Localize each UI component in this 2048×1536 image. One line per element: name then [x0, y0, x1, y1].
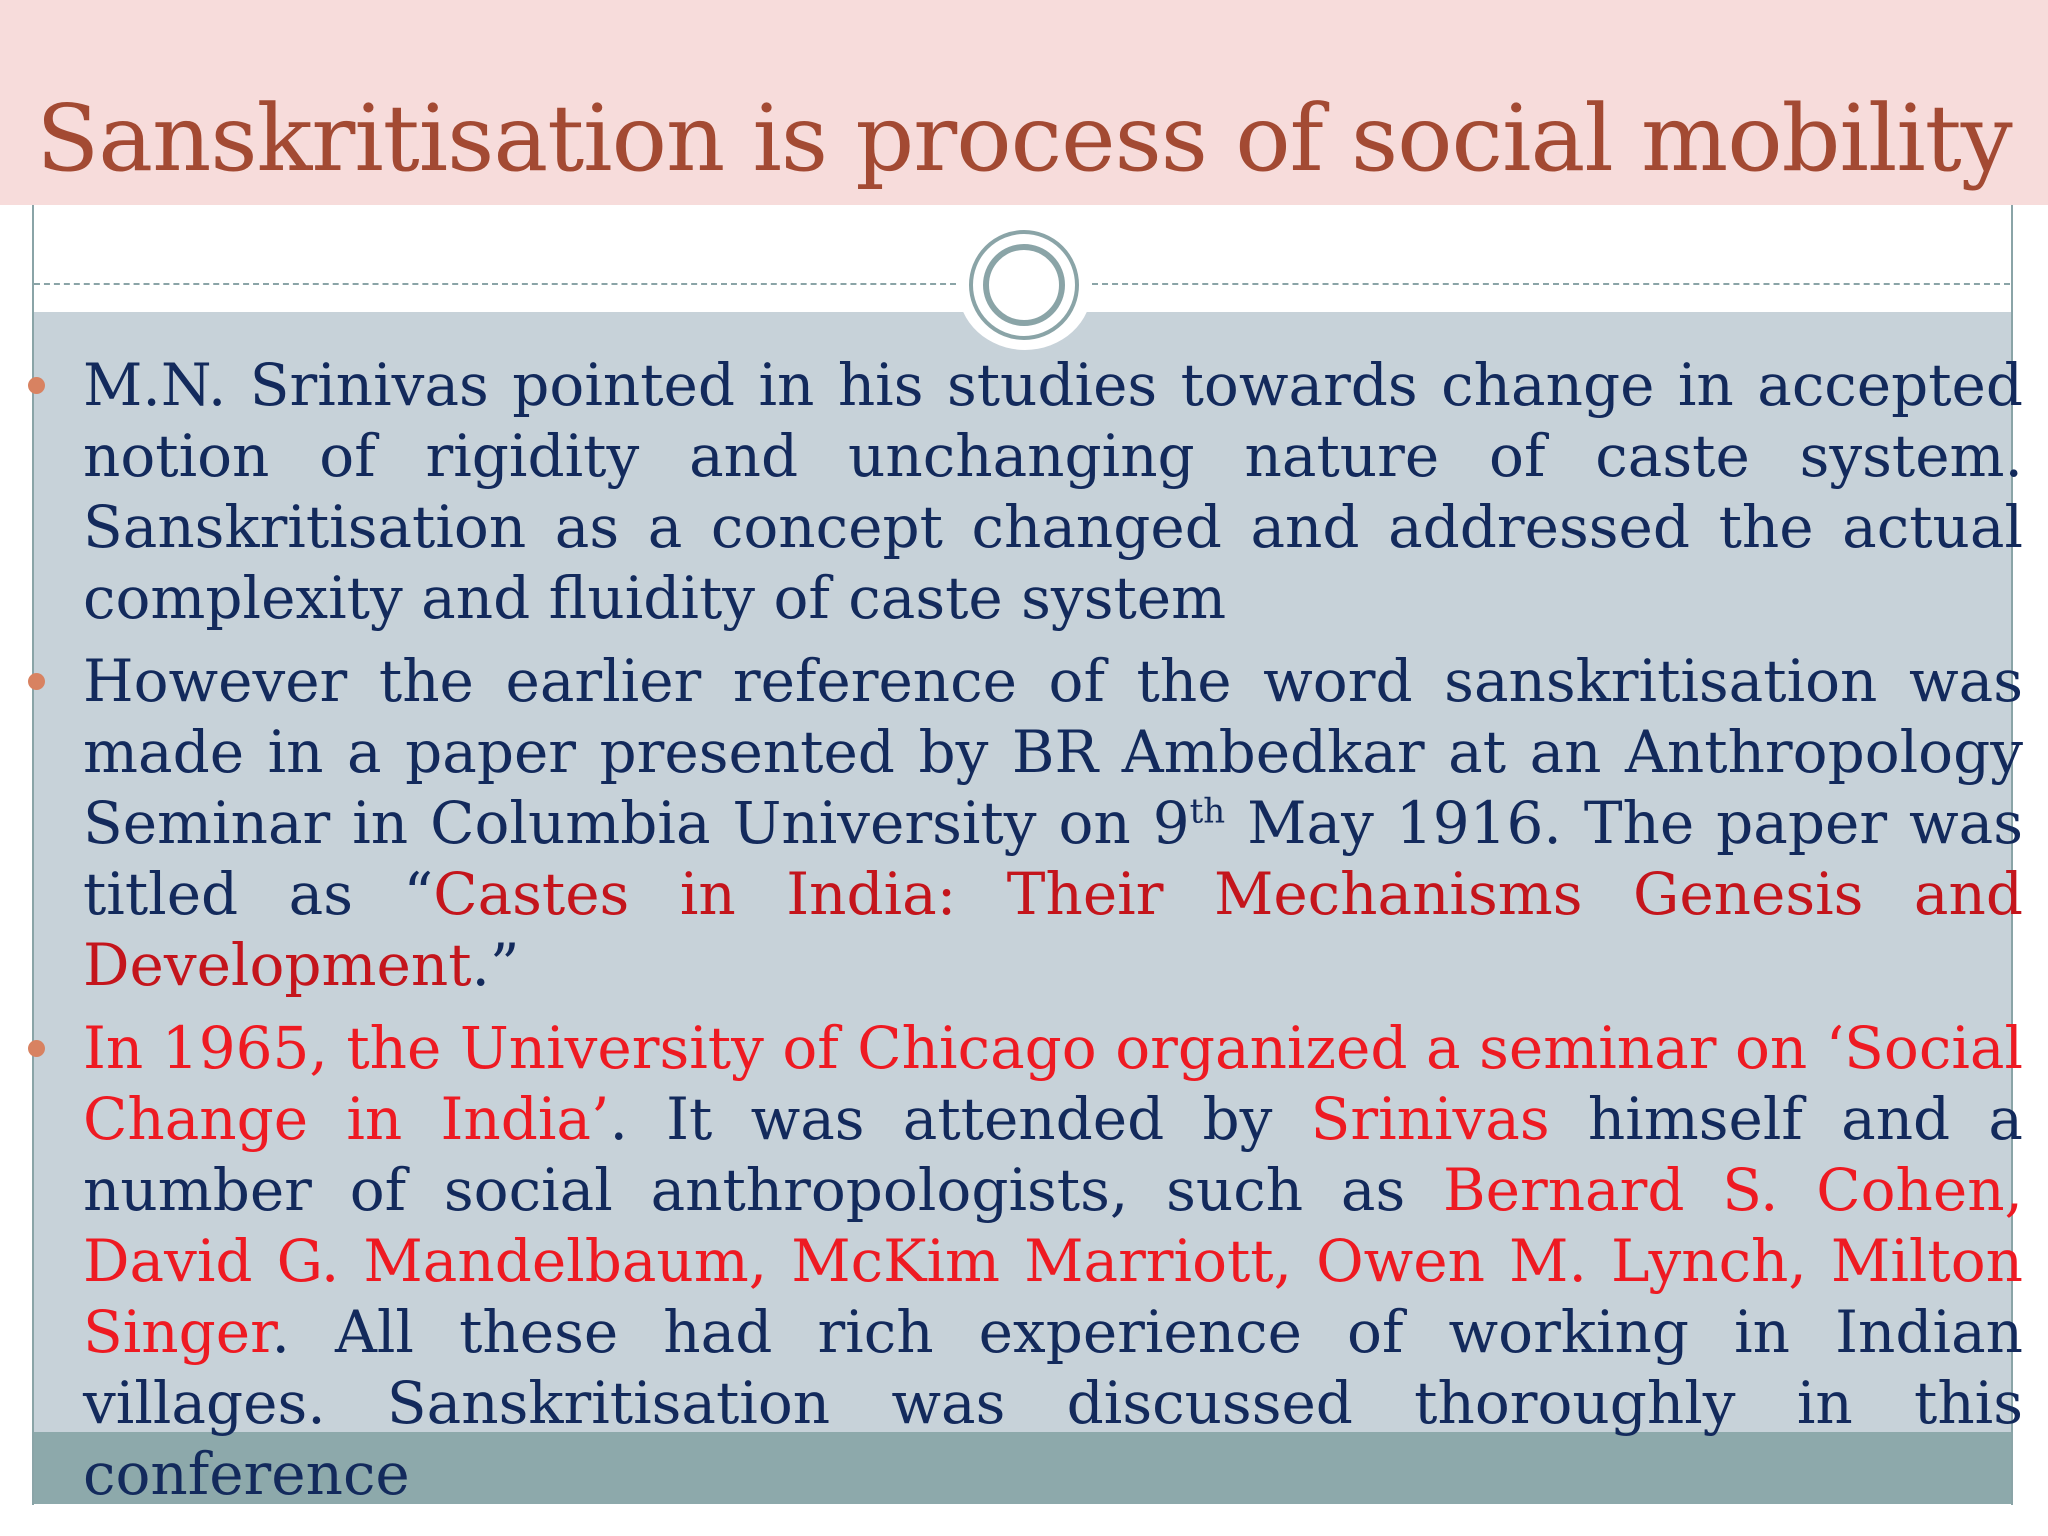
- circle-ornament-icon: [969, 230, 1079, 340]
- dashed-divider-right: [1092, 283, 2010, 285]
- anthropologists-highlight: Bernard S. Cohen, David G. Mandelbaum, McKim Marriott, Owen M. Lynch, Milton Singer: [83, 1156, 2023, 1366]
- bullet-text-part: himself and a number of social anthropologists, such as: [83, 1085, 2023, 1224]
- bullet-text-part: May 1916. The paper was titled as “: [83, 789, 2023, 928]
- bullet-dot-icon: [28, 377, 45, 394]
- srinivas-highlight: Srinivas: [1310, 1085, 1550, 1153]
- bullet-item-ambedkar: [0, 646, 2023, 1001]
- bullet-list: [0, 350, 2048, 1522]
- bullet-text-part: . It was attended by: [609, 1085, 1311, 1153]
- dashed-divider-left: [34, 283, 956, 285]
- bullet-item-srinivas: [0, 350, 2023, 634]
- bullet-dot-icon: [28, 1040, 45, 1057]
- slide-title: Sanskritisation is process of social mobility: [36, 85, 2012, 192]
- paper-title-highlight: Castes in India: Their Mechanisms Genesis and Development: [83, 860, 2023, 999]
- bullet-item-chicago-seminar: [0, 1013, 2023, 1510]
- bullet-text-part: However the earlier reference of the word sanskritisation was made in a paper presented by BR Ambedkar at an Anthropology Seminar in Columbia University on 9: [83, 647, 2023, 857]
- seminar-highlight: In 1965, the University of Chicago organized a seminar on ‘Social Change in India’: [83, 1014, 2023, 1153]
- bullet-text-part: . All these had rich experience of working in Indian villages. Sanskritisation was discussed thoroughly in this conference: [83, 1298, 2023, 1508]
- bullet-text: M.N. Srinivas pointed in his studies towards change in accepted notion of rigidity and unchanging nature of caste system. Sanskritisation as a concept changed and addressed the actual complexity and fluidity of caste system: [83, 351, 2023, 632]
- ordinal-suffix: th: [1189, 791, 1226, 832]
- circle-ornament-inner: [983, 244, 1065, 326]
- bullet-text-part: .”: [471, 931, 520, 999]
- bullet-dot-icon: [28, 673, 45, 690]
